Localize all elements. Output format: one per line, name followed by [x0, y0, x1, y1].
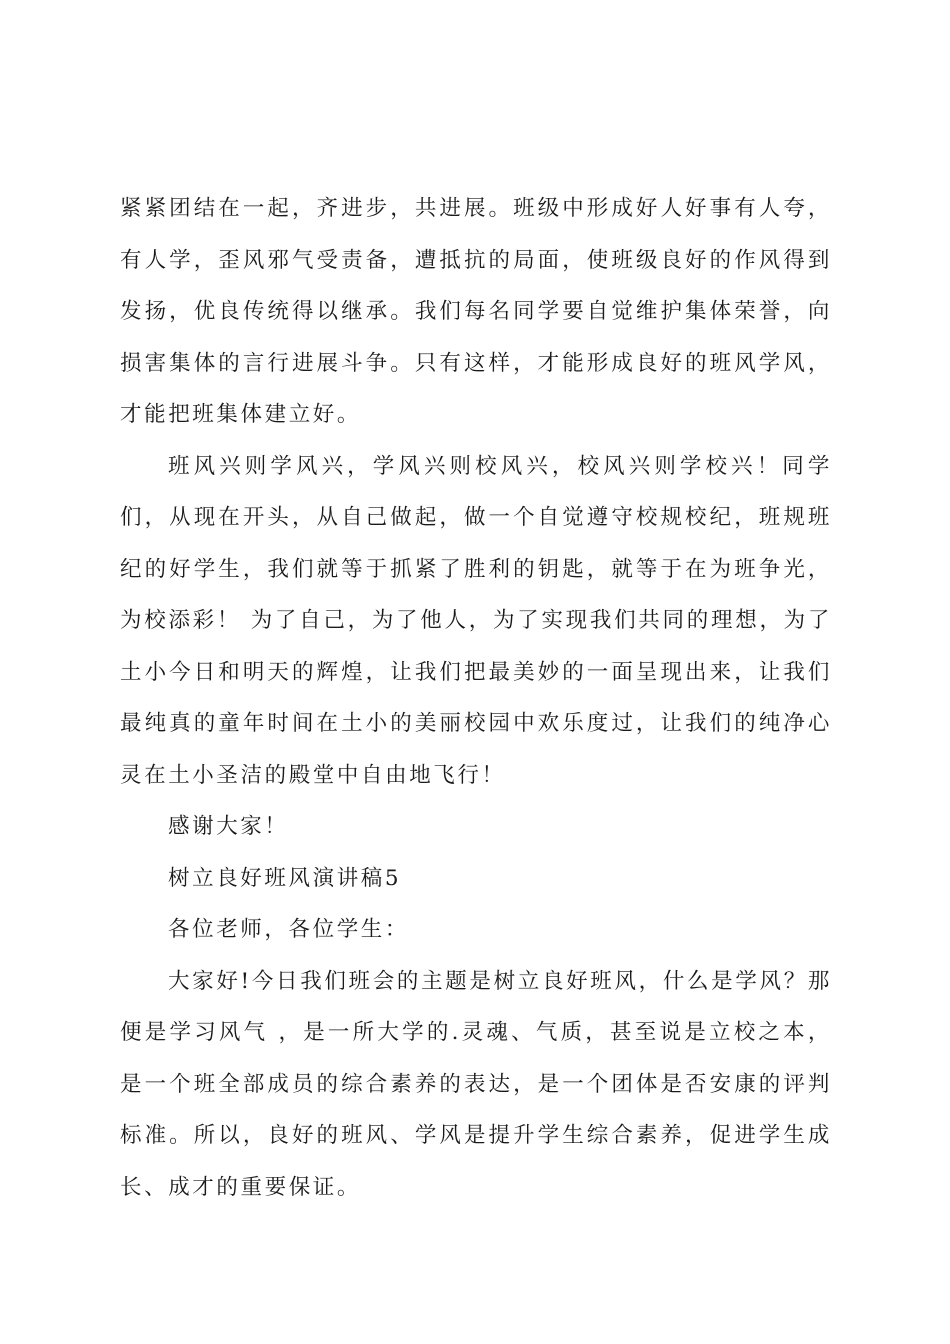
paragraph-continuation: 紧紧团结在一起，齐进步，共进展。班级中形成好人好事有人夸，有人学，歪风邪气受责备，遭抵抗的局面，使班级良好的作风得到发扬，优良传统得以继承。我们每名同学要自觉维护集体荣誉，向损害集体的言行进展斗争。只有这样，才能形成良好的班风学风，才能把班集体建立好。 [120, 196, 832, 427]
paragraph-thanks: 感谢大家！ [168, 814, 289, 839]
salutation: 各位老师，各位学生： [168, 917, 410, 942]
paragraph-class-spirit: 班风兴则学风兴，学风兴则校风兴，校风兴则学校兴！同学们，从现在开头，从自己做起，做一个自觉遵守校规校纪，班规班纪的好学生，我们就等于抓紧了胜利的钥匙，就等于在为班争光，为校添彩！ 为了自己，为了他人，为了实现我们共同的理想，为了土小今日和明天的辉煌，让我们把最美妙的一面呈现出来，让我们最纯真的童年时间在土小的美丽校园中欢乐度过，让我们的纯净心灵在土小圣洁的殿堂中自由地飞行！ [120, 453, 832, 788]
paragraph-study-style: 大家好!今日我们班会的主题是树立良好班风，什么是学风？那便是学习风气 ，是一所大学的.灵魂、气质，甚至说是立校之本，是一个班全部成员的综合素养的表达，是一个团体是否安康的评判标准。所以，良好的班风、学风是提升学生综合素养，促进学生成长、成才的重要保证。 [120, 968, 832, 1200]
speech-title: 树立良好班风演讲稿5 [168, 865, 402, 891]
document-page [120, 183, 832, 1213]
